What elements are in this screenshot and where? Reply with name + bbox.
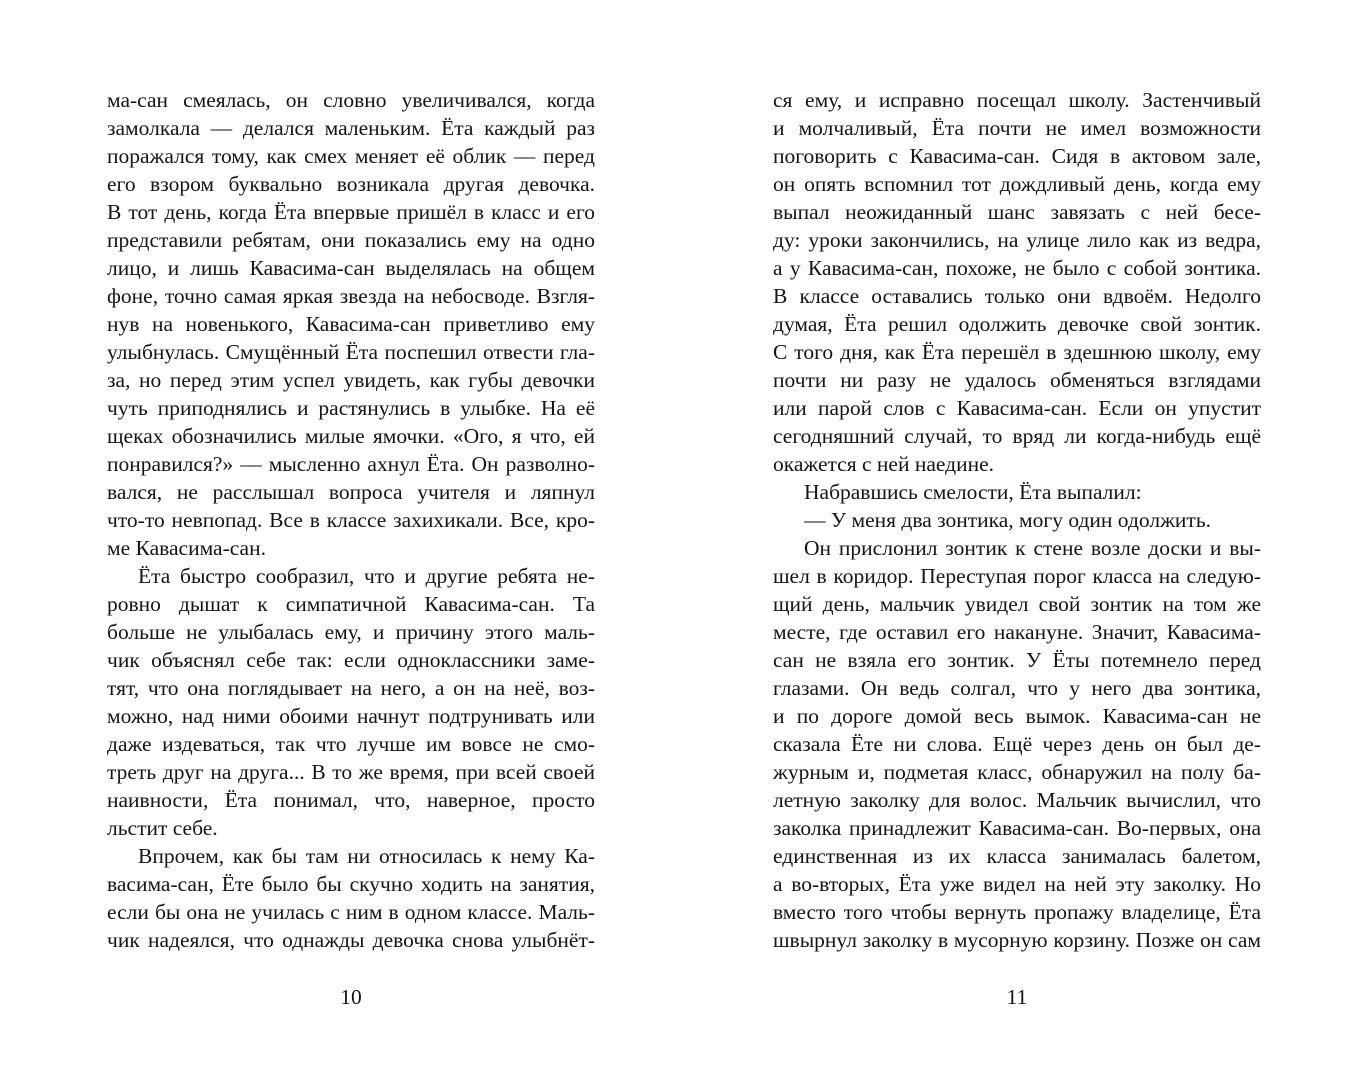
text-line: или парой слов с Кавасима-сан. Если он упустит (773, 396, 1261, 420)
text-line: понравился?» — мысленно ахнул Ёта. Он разволно- (107, 452, 595, 476)
text-line: думая, Ёта решил одолжить девочке свой зонтик. (773, 312, 1261, 336)
text-line: чик объяснял себе так: если одноклассники заме- (107, 648, 595, 672)
page-number-left: 10 (340, 985, 362, 1009)
text-line: чуть приподнялись и растянулись в улыбке. На её (107, 396, 595, 420)
text-line: а во-вторых, Ёта уже видел на ней эту заколку. Но (773, 872, 1261, 896)
text-line: что-то невпопад. Все в классе захихикали. Все, кро- (107, 508, 595, 532)
text-line: улыбнулась. Смущённый Ёта поспешил отвести гла- (107, 340, 595, 364)
text-line: и по дороге домой весь вымок. Кавасима-сан не (773, 704, 1261, 728)
text-line: журным и, подметая класс, обнаружил на полу ба- (773, 760, 1261, 784)
dialogue-line: — У меня два зонтика, могу один одолжить. (804, 508, 1212, 532)
text-line: сказала Ёте ни слова. Ещё через день он был де- (773, 732, 1261, 756)
text-line: В тот день, когда Ёта впервые пришёл в класс и его (107, 200, 595, 224)
text-line: его взором буквально возникала другая девочка. (107, 172, 595, 196)
left-page-text (107, 86, 595, 962)
text-line: вался, не расслышал вопроса учителя и ляпнул (107, 480, 595, 504)
text-line: заколка принадлежит Кавасима-сан. Во-первых, она (773, 816, 1261, 840)
left-page (107, 86, 595, 1009)
text-line: щеках обозначились милые ямочки. «Ого, я что, ей (107, 424, 595, 448)
text-line: вместо того чтобы вернуть пропажу владелице, Ёта (773, 900, 1261, 924)
paragraph-start-line: Набравшись смелости, Ёта выпалил: (804, 480, 1142, 504)
text-line: ду: уроки закончились, на улице лило как из ведра, (773, 228, 1261, 252)
text-line: чик надеялся, что однажды девочка снова улыбнёт- (107, 928, 595, 952)
text-line: васима-сан, Ёте было бы скучно ходить на занятия, (107, 872, 595, 896)
text-line: а у Кавасима-сан, похоже, не было с собой зонтика. (773, 256, 1261, 280)
text-line: ма-сан смеялась, он словно увеличивался, когда (107, 88, 595, 112)
text-line: тят, что она поглядывает на него, а он на неё, воз- (107, 676, 595, 700)
text-line: поражался тому, как смех меняет её облик — перед (107, 144, 595, 168)
text-line: фоне, точно самая яркая звезда на небосводе. Взгля- (107, 284, 595, 308)
text-line: лицо, и лишь Кавасима-сан выделялась на общем (107, 256, 595, 280)
page-number-right: 11 (1006, 985, 1028, 1009)
text-line: замолкала — делался маленьким. Ёта каждый раз (107, 116, 595, 140)
text-line: больше не улыбалась ему, и причину этого маль- (107, 620, 595, 644)
paragraph-start-line: Ёта быстро сообразил, что и другие ребята не- (138, 564, 595, 588)
text-line: наивности, Ёта понимал, что, наверное, просто (107, 788, 595, 812)
text-line: окажется с ней наедине. (773, 452, 995, 476)
text-line: сегодняшний случай, то вряд ли когда-нибудь ещё (773, 424, 1261, 448)
right-page (773, 86, 1261, 1009)
text-line: он опять вспомнил тот дождливый день, когда ему (773, 172, 1261, 196)
text-line: льстит себе. (107, 816, 218, 840)
paragraph-start-line: Впрочем, как бы там ни относилась к нему Ка- (138, 844, 595, 868)
text-line: ме Кавасима-сан. (107, 536, 266, 560)
text-line: В классе оставались только они вдвоём. Недолго (773, 284, 1261, 308)
text-line: можно, над ними обоими начнут подтрунивать или (107, 704, 595, 728)
text-line: летную заколку для волос. Мальчик вычислил, что (773, 788, 1261, 812)
text-line: за, но перед этим успел увидеть, как губы девочки (107, 368, 595, 392)
text-line: С того дня, как Ёта перешёл в здешнюю школу, ему (773, 340, 1261, 364)
text-line: ся ему, и исправно посещал школу. Застенчивый (773, 88, 1261, 112)
text-line: сан не взяла его зонтик. У Ёты потемнело перед (773, 648, 1261, 672)
right-page-text (773, 86, 1261, 962)
text-line: щий день, мальчик увидел свой зонтик на том же (773, 592, 1261, 616)
text-line: глазами. Он ведь солгал, что у него два зонтика, (773, 676, 1261, 700)
text-line: даже издеваться, так что лучше им вовсе не смо- (107, 732, 595, 756)
text-line: ровно дышат к симпатичной Кавасима-сан. Та (107, 592, 595, 616)
text-line: выпал неожиданный шанс завязать с ней бесе- (773, 200, 1261, 224)
text-line: нув на новенького, Кавасима-сан приветливо ему (107, 312, 595, 336)
text-line: единственная из их класса занималась балетом, (773, 844, 1261, 868)
text-line: и молчаливый, Ёта почти не имел возможности (773, 116, 1261, 140)
text-line: треть друг на друга... В то же время, при всей своей (107, 760, 595, 784)
text-line: представили ребятам, они показались ему на одно (107, 228, 595, 252)
text-line: почти ни разу не удалось обменяться взглядами (773, 368, 1261, 392)
text-line: месте, где оставил его накануне. Значит, Кавасима- (773, 620, 1261, 644)
text-line: поговорить с Кавасима-сан. Сидя в актовом зале, (773, 144, 1261, 168)
text-line: шел в коридор. Переступая порог класса на следую- (773, 564, 1261, 588)
paragraph-start-line: Он прислонил зонтик к стене возле доски и вы- (804, 536, 1261, 560)
text-line: швырнул заколку в мусорную корзину. Позже он сам (773, 928, 1261, 952)
text-line: если бы она не училась с ним в одном классе. Маль- (107, 900, 595, 924)
